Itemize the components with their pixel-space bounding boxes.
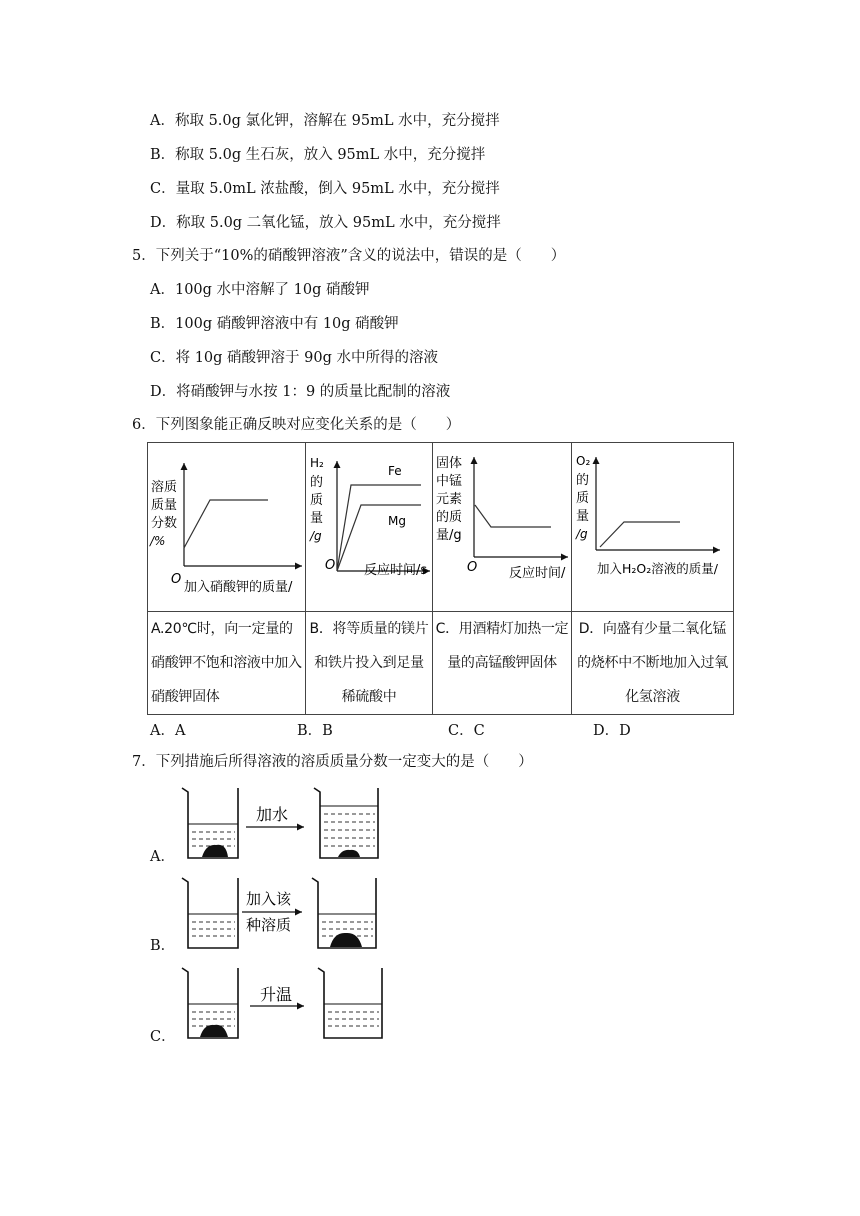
q7-option-b-figure (178, 872, 388, 952)
caption-d-text: D．向盛有少量二氧化锰的烧杯中不断地加入过氧化氢溶液 (577, 621, 728, 705)
graph-d-ylabel-5: /g (576, 527, 588, 541)
caption-a-text: A.20℃时，向一定量的硝酸钾不饱和溶液中加入硝酸钾固体 (151, 621, 302, 705)
graph-b-ylabel-2: 的 (310, 475, 324, 490)
graph-d-xlabel: 加入H₂O₂溶液的质量/ (597, 561, 718, 576)
graph-d-curve (600, 522, 680, 547)
graph-c-curve (475, 505, 551, 527)
q6-choice-b: B．B (297, 723, 333, 739)
graph-a-curve (184, 500, 268, 548)
caption-c-text: C．用酒精灯加热一定量的高锰酸钾固体 (435, 621, 569, 671)
graph-b-series-fe: Fe (388, 464, 402, 478)
q6-choice-d: D．D (593, 723, 631, 739)
solid-c1 (200, 1025, 228, 1037)
graph-c-xlabel: 反应时间/ (509, 566, 566, 581)
action-b-line1: 加入该 (246, 890, 292, 908)
solid-a2 (338, 850, 360, 857)
q5-option-b: B．100g 硝酸钾溶液中有 10g 硝酸钾 (150, 316, 399, 332)
q4-option-a: A．称取 5.0g 氯化钾，溶解在 95mL 水中，充分搅拌 (150, 113, 500, 129)
graph-a-ylabel-1: 溶质 (151, 480, 178, 495)
graph-c-ylabel-4: 的质 (436, 510, 463, 525)
beaker-c2 (318, 968, 382, 1038)
q4-option-d: D．称取 5.0g 二氧化锰，放入 95mL 水中，充分搅拌 (150, 215, 501, 231)
graph-b-ylabel-5: /g (310, 529, 322, 543)
q5-option-d: D．将硝酸钾与水按 1：9 的质量比配制的溶液 (150, 384, 451, 400)
q4-option-b: B．称取 5.0g 生石灰，放入 95mL 水中，充分搅拌 (150, 147, 486, 163)
action-c: 升温 (260, 985, 293, 1004)
caption-b-text: B．将等质量的镁片和铁片投入到足量稀硫酸中 (309, 621, 429, 705)
q6-choice-c: C．C (448, 723, 485, 739)
graph-a-ylabel-2: 质量 (151, 498, 178, 513)
graph-b (306, 443, 432, 607)
graph-c-ylabel-5: 量/g (436, 528, 462, 543)
beaker-b1 (182, 878, 238, 948)
graph-d (572, 443, 733, 607)
action-a: 加水 (256, 805, 289, 824)
graph-b-curve-fe (337, 505, 421, 571)
graph-b-cell (306, 443, 433, 612)
q6-stem: 6．下列图象能正确反映对应变化关系的是（ ） (132, 417, 461, 433)
q5-option-c: C．将 10g 硝酸钾溶于 90g 水中所得的溶液 (150, 350, 438, 366)
caption-a (148, 612, 306, 715)
beaker-a2 (314, 788, 378, 858)
graph-d-ylabel-4: 量 (576, 509, 590, 524)
graph-c (433, 443, 571, 607)
graph-b-ylabel-4: 量 (310, 511, 324, 526)
graph-c-ylabel-1: 固体 (436, 456, 463, 471)
graph-d-cell (572, 443, 734, 612)
graph-b-origin: O (325, 558, 336, 573)
graph-c-cell (433, 443, 572, 612)
graph-b-curve-mg (337, 485, 421, 571)
graph-c-origin: O (467, 560, 478, 575)
graph-a-ylabel-4: /% (150, 534, 166, 548)
caption-b (306, 612, 433, 715)
q5-option-a: A．100g 水中溶解了 10g 硝酸钾 (150, 282, 370, 298)
graph-a (148, 443, 305, 607)
graph-a-cell (148, 443, 306, 612)
graph-c-ylabel-3: 元素 (436, 492, 463, 507)
graph-b-series-mg: Mg (388, 514, 406, 528)
q7-option-a-label: A． (150, 849, 175, 865)
q4-option-c: C．量取 5.0mL 浓盐酸，倒入 95mL 水中，充分搅拌 (150, 181, 500, 197)
q7-option-c-figure (178, 962, 388, 1042)
graph-b-xlabel: 反应时间/s (364, 563, 428, 578)
graph-d-ylabel-1: O₂ (576, 454, 591, 468)
graph-b-ylabel-1: H₂ (310, 456, 324, 470)
graph-d-ylabel-2: 的 (576, 473, 590, 488)
graph-a-ylabel-3: 分数 (151, 516, 178, 531)
solid-b2 (330, 933, 362, 947)
q5-stem: 5．下列关于“10%的硝酸钾溶液”含义的说法中，错误的是（ ） (132, 248, 566, 264)
graph-b-ylabel-3: 质 (310, 493, 324, 508)
q7-option-c-label: C． (150, 1029, 176, 1045)
caption-c (433, 612, 572, 715)
q7-option-b-label: B． (150, 938, 176, 954)
graph-c-ylabel-2: 中锰 (436, 474, 463, 489)
graph-a-origin: O (171, 572, 182, 587)
q6-choice-a: A．A (150, 723, 186, 739)
graph-d-ylabel-3: 质 (576, 491, 590, 506)
solid-a1 (202, 845, 228, 857)
q7-stem: 7．下列措施后所得溶液的溶质质量分数一定变大的是（ ） (132, 754, 533, 770)
graph-a-xlabel: 加入硝酸钾的质量/ (184, 580, 293, 595)
q6-graph-table (147, 442, 734, 715)
caption-d (572, 612, 734, 715)
action-b-line2: 种溶质 (246, 916, 292, 934)
q7-option-a-figure (178, 782, 388, 862)
